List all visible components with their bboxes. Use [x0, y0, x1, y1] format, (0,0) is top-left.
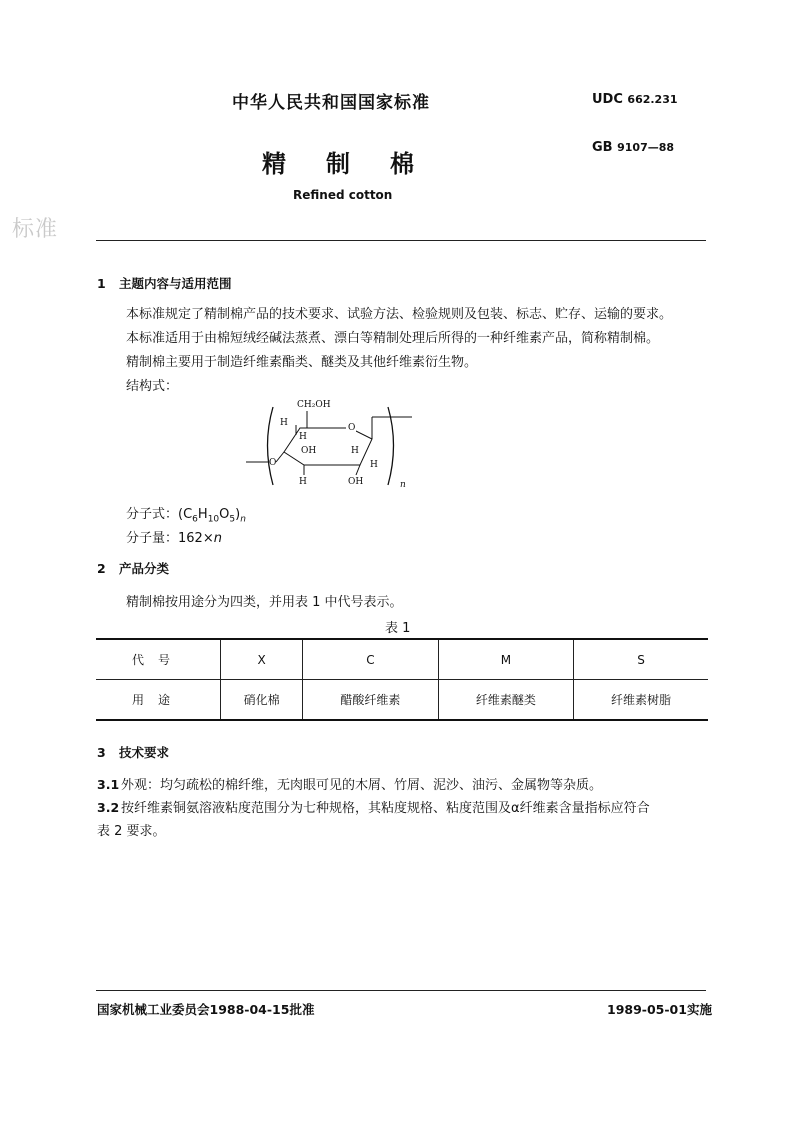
- ch2oh-group: CH₂OH: [297, 400, 331, 410]
- paragraph: 本标准适用于由棉短绒经碱法蒸煮、漂白等精制处理后所得的一种纤维素产品，简称精制棉。: [126, 331, 660, 346]
- table-cell-use: 硝化棉: [221, 680, 303, 721]
- document-title: 精制棉: [262, 150, 454, 178]
- section-title: 产品分类: [119, 561, 170, 576]
- section-1-heading: [97, 274, 232, 292]
- section-number: 2: [97, 561, 106, 576]
- paragraph: 精制棉主要用于制造纤维素酯类、醚类及其他纤维素衍生物。: [126, 355, 478, 370]
- left-bracket: [268, 407, 277, 485]
- ring-oxygen: O: [348, 423, 356, 433]
- formula-subscript: n: [240, 514, 246, 525]
- watermark: 标准: [12, 217, 59, 242]
- udc-label: UDC: [592, 92, 623, 107]
- item-text: 外观：均匀疏松的棉纤维，无肉眼可见的木屑、竹屑、泥沙、油污、金属物等杂质。: [121, 778, 603, 793]
- section-2-heading: [97, 559, 169, 577]
- table-cell-use: 纤维素树脂: [574, 680, 708, 721]
- gb-code: [592, 140, 674, 155]
- national-standard-heading: 中华人民共和国国家标准: [232, 93, 430, 113]
- formula-subscript: 6: [192, 514, 198, 525]
- formula-paren: ): [235, 507, 241, 522]
- section-title: 主题内容与适用范围: [119, 276, 232, 291]
- paragraph: 精制棉按用途分为四类，并用表 1 中代号表示。: [126, 595, 403, 610]
- hydroxyl-group: OH: [301, 446, 317, 456]
- molecular-weight: [126, 527, 222, 546]
- formula-label: 分子式：: [126, 507, 179, 522]
- udc-number: 662.231: [627, 93, 678, 106]
- table-caption: 表 1: [385, 621, 411, 636]
- item-text: 按纤维素铜氨溶液粘度范围分为七种规格，其粘度规格、粘度范围及α纤维素含量指标应符合: [121, 801, 650, 816]
- formula-carbon: C: [183, 507, 193, 522]
- weight-n: n: [213, 531, 222, 546]
- item-number: 3.1: [97, 777, 120, 792]
- bond: [276, 452, 284, 462]
- cellulose-structure-diagram: [240, 395, 420, 495]
- structure-label: 结构式：: [126, 379, 179, 394]
- section-number: 3: [97, 745, 106, 760]
- product-classification-table: [96, 638, 708, 721]
- hydrogen-atom: H: [370, 460, 378, 470]
- paragraph: 本标准规定了精制棉产品的技术要求、试验方法、检验规则及包装、标志、贮存、运输的要求。: [126, 307, 673, 322]
- table-row: [96, 680, 708, 721]
- repeat-index: n: [400, 480, 406, 490]
- molecular-formula: [126, 503, 246, 525]
- table-row-header: 代号: [96, 639, 221, 680]
- item-number: 3.2: [97, 800, 120, 815]
- table-cell-use: 醋酸纤维素: [303, 680, 438, 721]
- weight-label: 分子量：: [126, 531, 179, 546]
- formula-oxygen: O: [219, 507, 230, 522]
- table-cell-code: S: [574, 639, 708, 680]
- approval-date: 国家机械工业委员会1988-04-15批准: [97, 1002, 315, 1017]
- table-row-header: 用途: [131, 693, 184, 707]
- hydroxyl-group: OH: [348, 477, 364, 487]
- requirement-item: [97, 774, 602, 793]
- hydrogen-atom: H: [351, 446, 359, 456]
- footer-rule: [96, 990, 706, 991]
- effective-date: 1989-05-01实施: [607, 1002, 712, 1017]
- weight-value: 162×: [178, 531, 214, 546]
- bond: [356, 465, 360, 475]
- item-continuation: 表 2 要求。: [97, 824, 166, 839]
- gb-label: GB: [592, 140, 613, 155]
- table-cell-use: 纤维素醚类: [438, 680, 573, 721]
- formula-subscript: 10: [207, 514, 220, 525]
- formula-paren: (: [178, 507, 184, 522]
- section-3-heading: [97, 743, 169, 761]
- requirement-item: [97, 797, 709, 816]
- gb-number: 9107—88: [617, 141, 675, 154]
- table-cell-code: X: [221, 639, 303, 680]
- hydrogen-atom: H: [280, 418, 288, 428]
- section-number: 1: [97, 276, 106, 291]
- header-rule: [96, 240, 706, 241]
- table-cell-code: C: [303, 639, 438, 680]
- document-title-english: Refined cotton: [293, 188, 393, 202]
- section-title: 技术要求: [119, 745, 170, 760]
- hydrogen-atom: H: [299, 477, 307, 487]
- formula-hydrogen: H: [197, 507, 208, 522]
- table-row: [96, 639, 708, 680]
- hydrogen-atom: H: [299, 432, 307, 442]
- table-cell-code: M: [438, 639, 573, 680]
- formula-subscript: 5: [229, 514, 236, 525]
- udc-code: [592, 92, 678, 107]
- right-bracket: [388, 407, 394, 485]
- link-oxygen: O: [269, 458, 277, 468]
